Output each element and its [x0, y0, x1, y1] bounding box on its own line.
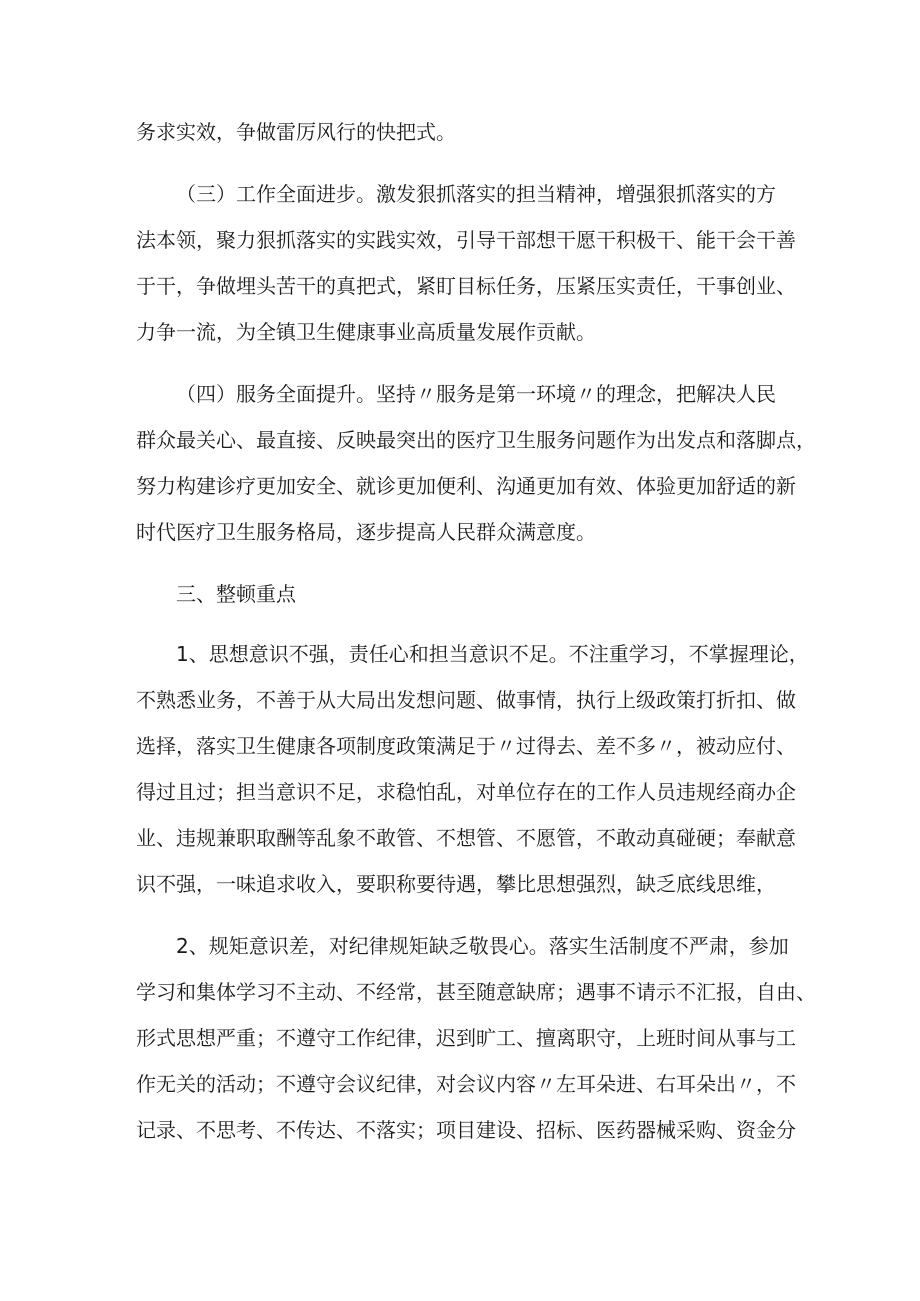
- text-line: 不熟悉业务，不善于从大局出发想问题、做事情，执行上级政策打折扣、做: [136, 688, 796, 712]
- paragraph-heading-3: （三）工作全面进步。激发狠抓落实的担当精神，增强狠抓落实的方: [176, 182, 776, 206]
- item-heading-2: 2、规矩意识差，对纪律规矩缺乏敬畏心。落实生活制度不严肃，参加: [176, 934, 789, 958]
- section-heading: 三、整顿重点: [176, 582, 296, 606]
- text-line: 选择，落实卫生健康各项制度政策满足于〃过得去、差不多〃，被动应付、: [136, 734, 796, 758]
- text-line: 业、违规兼职取酬等乱象不敢管、不想管、不愿管，不敢动真碰硬；奉献意: [136, 826, 796, 850]
- text-line: 于干，争做埋头苦干的真把式，紧盯目标任务，压紧压实责任，干事创业、: [136, 274, 796, 298]
- text-line: 作无关的活动；不遵守会议纪律，对会议内容〃左耳朵进、右耳朵出〃，不: [136, 1072, 796, 1096]
- text-line: 努力构建诊疗更加安全、就诊更加便利、沟通更加有效、体验更加舒适的新: [136, 474, 796, 498]
- text-line: 法本领，聚力狠抓落实的实践实效，引导干部想干愿干积极干、能干会干善: [136, 228, 796, 252]
- text-line: 学习和集体学习不主动、不经常，甚至随意缺席；遇事不请示不汇报，自由、: [136, 980, 816, 1004]
- text-line: 时代医疗卫生服务格局，逐步提高人民群众满意度。: [136, 520, 596, 544]
- text-line: 得过且过；担当意识不足，求稳怕乱，对单位存在的工作人员违规经商办企: [136, 780, 796, 804]
- text-line: 记录、不思考、不传达、不落实；项目建设、招标、医药器械采购、资金分: [136, 1118, 796, 1142]
- text-line: 力争一流，为全镇卫生健康事业高质量发展作贡献。: [136, 320, 596, 344]
- text-line: 务求实效，争做雷厉风行的快把式。: [136, 120, 456, 144]
- item-heading-1: 1、思想意识不强，责任心和担当意识不足。不注重学习，不掌握理论，: [176, 642, 809, 666]
- text-line: 形式思想严重；不遵守工作纪律，迟到旷工、擅离职守，上班时间从事与工: [136, 1026, 796, 1050]
- text-line: 群众最关心、最直接、反映最突出的医疗卫生服务问题作为出发点和落脚点，: [136, 428, 816, 452]
- paragraph-heading-4: （四）服务全面提升。坚持〃服务是第一环境〃的理念，把解决人民: [176, 382, 776, 406]
- text-line: 识不强，一味追求收入，要职称要待遇，攀比思想强烈，缺乏底线思维，: [136, 872, 776, 896]
